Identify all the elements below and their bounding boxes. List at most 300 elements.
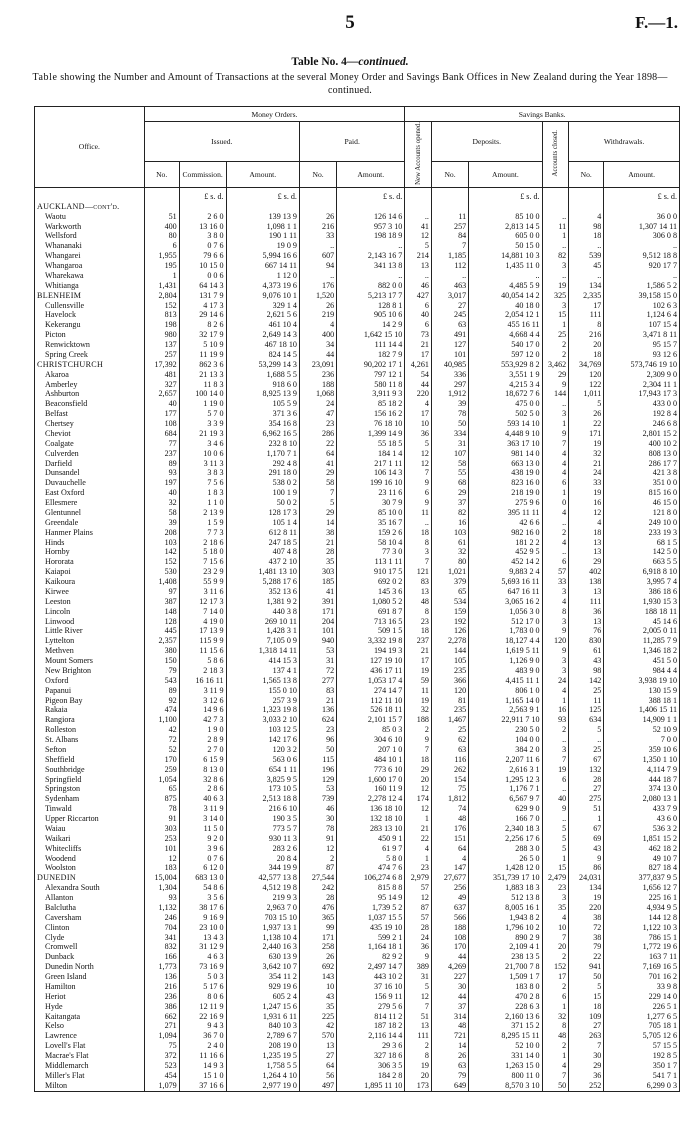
value-cell: 4: [542, 468, 569, 478]
value-cell: 5 8 6: [179, 656, 226, 666]
value-cell: 138: [569, 577, 604, 587]
value-cell: 129: [299, 775, 336, 785]
value-cell: 691 8 7: [337, 607, 405, 617]
value-cell: 14 2 9: [337, 320, 405, 330]
value-cell: 7: [405, 468, 432, 478]
value-cell: 1,304: [144, 883, 179, 893]
table-description: [20, 71, 680, 97]
value-cell: 283 13 10: [337, 824, 405, 834]
value-cell: 13: [405, 587, 432, 597]
value-cell: 7,105 0 9: [226, 636, 299, 646]
value-cell: 5: [542, 834, 569, 844]
value-cell: 363 17 10: [469, 439, 542, 449]
value-cell: 1,520: [299, 291, 336, 301]
value-cell: 1,931 6 11: [226, 1012, 299, 1022]
value-cell: 3: [542, 745, 569, 755]
office-name-cell: Caversham: [35, 913, 145, 923]
value-cell: 4: [299, 320, 336, 330]
value-cell: 37: [431, 498, 468, 508]
value-cell: 8: [542, 607, 569, 617]
value-cell: 171: [569, 429, 604, 439]
value-cell: 85 10 0: [469, 212, 542, 222]
value-cell: 24,031: [569, 873, 604, 883]
value-cell: 6: [542, 992, 569, 1002]
value-cell: 77: [144, 439, 179, 449]
value-cell: 2: [405, 725, 432, 735]
value-cell: 8: [405, 607, 432, 617]
office-name-cell: Lincoln: [35, 607, 145, 617]
value-cell: 5: [569, 399, 604, 409]
value-cell: 274 14 7: [337, 686, 405, 696]
value-cell: 220: [569, 903, 604, 913]
value-cell: 40: [405, 310, 432, 320]
value-cell: 103: [144, 538, 179, 548]
value-cell: ..: [542, 814, 569, 824]
value-cell: 31: [299, 656, 336, 666]
value-cell: 12 11 9: [179, 1002, 226, 1012]
value-cell: 39,158 15 0: [604, 291, 680, 301]
table-row: [35, 271, 680, 281]
table-row: [35, 1061, 680, 1071]
office-name-cell: Macrae's Flat: [35, 1051, 145, 1061]
value-cell: 1 9 0: [179, 725, 226, 735]
value-cell: 45: [569, 261, 604, 271]
value-cell: 19: [569, 488, 604, 498]
office-name-cell: Ellesmere: [35, 498, 145, 508]
value-cell: 3,911 9 3: [337, 389, 405, 399]
value-cell: 832: [144, 942, 179, 952]
value-cell: [405, 202, 432, 212]
deposits-no-header: No.: [431, 161, 468, 187]
value-cell: 48: [542, 1031, 569, 1041]
office-name-cell: Chertsey: [35, 419, 145, 429]
table-row: [35, 597, 680, 607]
value-cell: 8 2 6: [179, 320, 226, 330]
value-cell: 130 15 9: [604, 686, 680, 696]
table-row: [35, 231, 680, 241]
value-cell: 9: [405, 735, 432, 745]
value-cell: 51: [144, 212, 179, 222]
value-cell: 9 16 9: [179, 913, 226, 923]
table-title: [0, 56, 700, 68]
value-cell: 351,739 17 10: [469, 873, 542, 883]
value-cell: 54: [405, 370, 432, 380]
value-cell: 56: [299, 1071, 336, 1081]
value-cell: 6: [542, 478, 569, 488]
value-cell: 15: [542, 310, 569, 320]
value-cell: 436 17 11: [337, 666, 405, 676]
value-cell: 33 9 8: [604, 982, 680, 992]
value-cell: 483 9 0: [469, 666, 542, 676]
table-row: [35, 765, 680, 775]
value-cell: 19: [405, 666, 432, 676]
table-row: [35, 873, 680, 883]
office-name-cell: Allanton: [35, 893, 145, 903]
value-cell: 101: [299, 626, 336, 636]
value-cell: 13 4 3: [179, 933, 226, 943]
value-cell: 4: [542, 508, 569, 518]
value-cell: 237: [405, 636, 432, 646]
value-cell: 92: [144, 696, 179, 706]
value-cell: 4,448 9 10: [469, 429, 542, 439]
value-cell: 163 7 11: [604, 952, 680, 962]
value-cell: 663 13 0: [469, 459, 542, 469]
value-cell: 171: [299, 933, 336, 943]
table-row: [35, 360, 680, 370]
value-cell: 28: [299, 547, 336, 557]
value-cell: 9,883 2 4: [469, 567, 542, 577]
value-cell: 27: [569, 1021, 604, 1031]
value-cell: 5 8 0: [337, 854, 405, 864]
value-cell: 8 13 0: [179, 765, 226, 775]
value-cell: 4,668 4 4: [469, 330, 542, 340]
value-cell: 941: [569, 962, 604, 972]
value-cell: 2: [542, 528, 569, 538]
value-cell: 103: [431, 528, 468, 538]
value-cell: 3,825 9 5: [226, 775, 299, 785]
value-cell: 106,274 6 8: [337, 873, 405, 883]
value-cell: 44: [431, 952, 468, 962]
value-cell: 4: [569, 518, 604, 528]
value-cell: 120: [569, 370, 604, 380]
value-cell: 840 10 3: [226, 1021, 299, 1031]
value-cell: 684: [144, 429, 179, 439]
value-cell: 2 6 0: [179, 212, 226, 222]
value-cell: 10: [405, 419, 432, 429]
value-cell: 101: [431, 350, 468, 360]
issued-amount-header: Amount.: [226, 161, 299, 187]
value-cell: 2 8 6: [179, 784, 226, 794]
value-cell: 41: [405, 222, 432, 232]
office-name-cell: Akaroa: [35, 370, 145, 380]
value-cell: 536 3 2: [604, 824, 680, 834]
value-cell: 2,513 18 8: [226, 794, 299, 804]
value-cell: 275 9 6: [469, 498, 542, 508]
value-cell: 216 6 10: [226, 804, 299, 814]
value-cell: 8: [405, 1051, 432, 1061]
value-cell: 325: [542, 291, 569, 301]
value-cell: 13 16 0: [179, 222, 226, 232]
value-cell: 58: [431, 459, 468, 469]
value-cell: 147: [431, 863, 468, 873]
office-name-cell: Wharekawa: [35, 271, 145, 281]
accounts-closed-header: [542, 122, 569, 188]
value-cell: 2,101 15 7: [337, 715, 405, 725]
value-cell: 37: [431, 1002, 468, 1012]
office-name-cell: Cullensville: [35, 301, 145, 311]
office-name-cell: Southbridge: [35, 765, 145, 775]
value-cell: 2,309 9 0: [604, 370, 680, 380]
value-cell: 39: [431, 399, 468, 409]
value-cell: 30: [299, 814, 336, 824]
value-cell: 83: [405, 577, 432, 587]
value-cell: 538 0 2: [226, 478, 299, 488]
office-name-cell: St. Albans: [35, 735, 145, 745]
value-cell: 3 11 9: [179, 804, 226, 814]
table-row: [35, 478, 680, 488]
value-cell: 6: [144, 241, 179, 251]
value-cell: 13: [405, 1021, 432, 1031]
value-cell: 63: [431, 1061, 468, 1071]
value-cell: 13: [569, 538, 604, 548]
value-cell: 76: [569, 626, 604, 636]
value-cell: 86: [569, 863, 604, 873]
table-row: [35, 281, 680, 291]
value-cell: 31: [431, 439, 468, 449]
table-row: [35, 735, 680, 745]
value-cell: 297: [431, 380, 468, 390]
value-cell: 286 17 7: [604, 459, 680, 469]
value-cell: 23: [542, 883, 569, 893]
value-cell: 23 2 9: [179, 567, 226, 577]
value-cell: 48: [431, 1021, 468, 1031]
table-row: [35, 982, 680, 992]
value-cell: 271: [144, 1021, 179, 1031]
value-cell: 137: [144, 340, 179, 350]
value-cell: 26: [299, 212, 336, 222]
value-cell: 5 18 0: [179, 547, 226, 557]
value-cell: 52: [144, 745, 179, 755]
value-cell: 371 3 6: [226, 409, 299, 419]
value-cell: 27: [569, 784, 604, 794]
value-cell: 199 16 10: [337, 478, 405, 488]
value-cell: 721: [431, 1031, 468, 1041]
value-cell: 334: [431, 429, 468, 439]
value-cell: 2,813 14 5: [469, 222, 542, 232]
value-cell: 470 2 8: [469, 992, 542, 1002]
value-cell: 5: [569, 725, 604, 735]
value-cell: 132 18 10: [337, 814, 405, 824]
value-cell: 106 14 3: [337, 468, 405, 478]
new-accounts-header: [405, 122, 432, 188]
value-cell: 440 3 8: [226, 607, 299, 617]
office-name-cell: DUNEDIN: [35, 873, 145, 883]
office-name-cell: Waiau: [35, 824, 145, 834]
value-cell: 85 0 3: [337, 725, 405, 735]
value-cell: 3: [542, 656, 569, 666]
table-row: [35, 498, 680, 508]
units-cell: [542, 187, 569, 202]
value-cell: 22: [569, 952, 604, 962]
table-row: [35, 666, 680, 676]
table-row: [35, 775, 680, 785]
value-cell: 24: [542, 676, 569, 686]
value-cell: 108: [431, 933, 468, 943]
office-name-cell: Rolleston: [35, 725, 145, 735]
value-cell: 1,185: [431, 251, 468, 261]
value-cell: 194 19 3: [337, 646, 405, 656]
value-cell: 530: [144, 567, 179, 577]
value-cell: 145 3 6: [337, 587, 405, 597]
value-cell: 46 15 0: [604, 498, 680, 508]
units-cell: [431, 187, 468, 202]
value-cell: 19: [542, 765, 569, 775]
office-name-cell: Kaitangata: [35, 1012, 145, 1022]
value-cell: 67: [569, 824, 604, 834]
value-cell: 12: [405, 804, 432, 814]
value-cell: 49: [431, 893, 468, 903]
office-name-cell: Milton: [35, 1081, 145, 1091]
value-cell: 216: [144, 982, 179, 992]
value-cell: 80: [144, 231, 179, 241]
value-cell: 208: [144, 528, 179, 538]
value-cell: 136: [299, 705, 336, 715]
value-cell: 57: [405, 883, 432, 893]
value-cell: 9: [569, 854, 604, 864]
value-cell: 773 6 10: [337, 765, 405, 775]
table-title-main: Table No. 4—: [291, 56, 359, 68]
value-cell: 257: [431, 222, 468, 232]
value-cell: 2,207 11 6: [469, 755, 542, 765]
value-cell: 21: [405, 646, 432, 656]
value-cell: 184 1 4: [337, 449, 405, 459]
value-cell: 981 14 0: [469, 449, 542, 459]
value-cell: 173: [405, 1081, 432, 1091]
value-cell: 2,479: [542, 873, 569, 883]
value-cell: 476: [299, 903, 336, 913]
value-cell: 28: [299, 893, 336, 903]
units-cell: £ s. d.: [337, 187, 405, 202]
value-cell: 111: [569, 597, 604, 607]
value-cell: 1,080 5 2: [337, 597, 405, 607]
value-cell: 540 17 0: [469, 340, 542, 350]
value-cell: 26 5 0: [469, 854, 542, 864]
table-row: [35, 538, 680, 548]
value-cell: 512 13 8: [469, 893, 542, 903]
value-cell: 166: [144, 952, 179, 962]
office-name-cell: Dunedin North: [35, 962, 145, 972]
value-cell: 4,512 19 8: [226, 883, 299, 893]
value-cell: 3 11 3: [179, 459, 226, 469]
value-cell: 5 7 0: [179, 409, 226, 419]
value-cell: 101: [144, 844, 179, 854]
table-row: [35, 824, 680, 834]
value-cell: 48: [431, 814, 468, 824]
value-cell: 7 0 0: [604, 735, 680, 745]
value-cell: 1,346 18 2: [604, 646, 680, 656]
value-cell: 111 14 4: [337, 340, 405, 350]
value-cell: 4: [542, 449, 569, 459]
value-cell: 38 17 6: [179, 903, 226, 913]
value-cell: 53: [299, 646, 336, 656]
value-cell: 433 0 0: [604, 399, 680, 409]
value-cell: 1,688 5 5: [226, 370, 299, 380]
value-cell: 30: [431, 982, 468, 992]
table-row: [35, 577, 680, 587]
value-cell: 15: [542, 863, 569, 873]
value-cell: 50: [542, 1081, 569, 1091]
value-cell: 257 3 9: [226, 696, 299, 706]
value-cell: 2,440 16 3: [226, 942, 299, 952]
value-cell: 4 6 3: [179, 952, 226, 962]
value-cell: 33: [299, 231, 336, 241]
table-row: [35, 696, 680, 706]
value-cell: 184 2 8: [337, 1071, 405, 1081]
value-cell: 1: [405, 854, 432, 864]
office-name-cell: Whangaroa: [35, 261, 145, 271]
value-cell: 395 11 11: [469, 508, 542, 518]
value-cell: 451 5 0: [604, 656, 680, 666]
value-cell: 1,054: [144, 775, 179, 785]
value-cell: 34,769: [569, 360, 604, 370]
value-cell: 16: [542, 705, 569, 715]
value-cell: 1,068: [299, 389, 336, 399]
value-cell: 21: [299, 696, 336, 706]
value-cell: 566: [431, 913, 468, 923]
value-cell: 314: [431, 1012, 468, 1022]
value-cell: 1,812: [431, 794, 468, 804]
value-cell: 93: [144, 468, 179, 478]
table-row: [35, 784, 680, 794]
value-cell: 14: [431, 1041, 468, 1051]
value-cell: 813: [144, 310, 179, 320]
value-cell: 3: [542, 666, 569, 676]
value-cell: 263: [569, 1031, 604, 1041]
value-cell: ..: [542, 518, 569, 528]
office-name-cell: Oxford: [35, 676, 145, 686]
table-row: [35, 261, 680, 271]
value-cell: 18: [569, 231, 604, 241]
value-cell: 452 14 2: [469, 557, 542, 567]
value-cell: 37 16 10: [337, 982, 405, 992]
value-cell: 93: [144, 893, 179, 903]
value-cell: 1: [542, 1002, 569, 1012]
value-cell: 2 7 0: [179, 745, 226, 755]
value-cell: 3,033 2 10: [226, 715, 299, 725]
value-cell: 76 18 10: [337, 419, 405, 429]
value-cell: 7: [569, 1041, 604, 1051]
value-cell: 808 13 0: [604, 449, 680, 459]
table-row: [35, 686, 680, 696]
value-cell: 82: [542, 251, 569, 261]
value-cell: 1,619 5 11: [469, 646, 542, 656]
value-cell: 0: [542, 498, 569, 508]
value-cell: 79: [144, 666, 179, 676]
office-name-cell: Waotu: [35, 212, 145, 222]
value-cell: 188: [431, 923, 468, 933]
table-row: [35, 291, 680, 301]
value-cell: 593 14 10: [469, 419, 542, 429]
value-cell: 351 0 0: [604, 478, 680, 488]
value-cell: 5,693 16 11: [469, 577, 542, 587]
value-cell: 350 1 7: [604, 1061, 680, 1071]
value-cell: 18: [405, 626, 432, 636]
value-cell: 2 8 9: [179, 735, 226, 745]
value-cell: 68 1 5: [604, 538, 680, 548]
table-row: [35, 854, 680, 864]
value-cell: 181 2 2: [469, 538, 542, 548]
table-row: [35, 1031, 680, 1041]
table-row: [35, 547, 680, 557]
table-row: [35, 340, 680, 350]
office-name-cell: Springfield: [35, 775, 145, 785]
value-cell: 647 16 11: [469, 587, 542, 597]
value-cell: 33: [542, 577, 569, 587]
value-cell: 40 6 3: [179, 794, 226, 804]
value-cell: 1,164 18 1: [337, 942, 405, 952]
value-cell: ..: [431, 271, 468, 281]
value-cell: 374 13 0: [604, 784, 680, 794]
value-cell: 43 6 0: [604, 814, 680, 824]
value-cell: 1 5 9: [179, 518, 226, 528]
value-cell: ..: [542, 241, 569, 251]
value-cell: 34: [299, 340, 336, 350]
value-cell: [604, 202, 680, 212]
value-cell: 236: [144, 992, 179, 1002]
value-cell: 217 1 11: [337, 459, 405, 469]
office-name-cell: Clinton: [35, 923, 145, 933]
value-cell: 17,392: [144, 360, 179, 370]
